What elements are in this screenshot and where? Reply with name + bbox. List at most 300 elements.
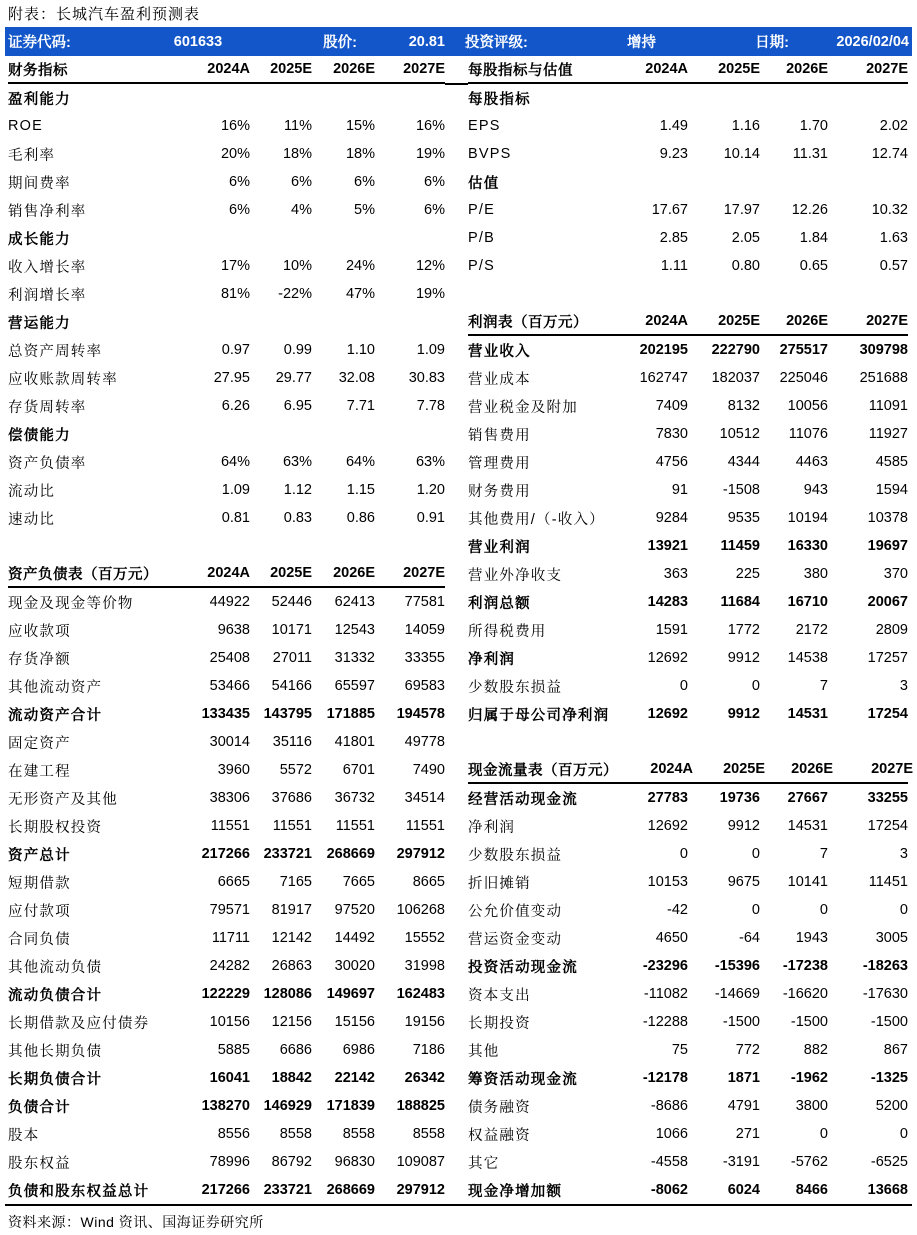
row-label: 长期投资: [468, 1015, 531, 1032]
table-row: [8, 616, 445, 644]
row-label: 其他流动资产: [8, 679, 103, 696]
table-header-row: [468, 308, 908, 336]
value-cell: 12.74: [871, 146, 908, 162]
spacer-row: [468, 280, 908, 308]
value-cell: 217266: [201, 1182, 250, 1198]
year-header: 2025E: [718, 61, 760, 77]
row-label: 股东权益: [8, 1155, 71, 1172]
value-cell: 69583: [404, 678, 445, 694]
value-cell: 81%: [220, 286, 250, 302]
table-row: [468, 924, 908, 952]
value-cell: 8665: [412, 874, 445, 890]
table-row: [8, 756, 445, 784]
value-cell: 0: [819, 1126, 828, 1142]
value-cell: 24%: [345, 258, 375, 274]
value-cell: 143795: [263, 706, 312, 722]
value-cell: 27011: [272, 650, 312, 666]
table-row: [468, 420, 908, 448]
value-cell: 4756: [655, 454, 688, 470]
value-cell: 9535: [727, 510, 760, 526]
value-cell: 4463: [795, 454, 828, 470]
value-cell: 6%: [424, 174, 445, 190]
value-cell: 4%: [291, 202, 312, 218]
value-cell: 19736: [719, 790, 760, 806]
value-cell: 18%: [282, 146, 312, 162]
value-cell: 29.77: [275, 370, 312, 386]
value-cell: 0: [899, 902, 908, 918]
value-cell: 1.63: [879, 230, 908, 246]
table-row: [468, 896, 908, 924]
year-header: 2024A: [650, 761, 693, 777]
value-cell: 11551: [405, 818, 445, 834]
value-cell: 0.81: [221, 510, 250, 526]
value-cell: 16%: [415, 118, 445, 134]
row-label: 利润表（百万元）: [468, 314, 588, 331]
value-cell: 19%: [415, 146, 445, 162]
year-header: 2026E: [791, 761, 833, 777]
value-cell: 3: [899, 846, 908, 862]
table-header-row: [468, 756, 913, 784]
year-header: 2024A: [207, 565, 250, 581]
value-cell: 182037: [711, 370, 760, 386]
value-cell: 27783: [647, 790, 688, 806]
table-header-row: [468, 56, 908, 84]
year-header: 2026E: [786, 61, 828, 77]
spacer-row: [468, 728, 908, 756]
row-label: 筹资活动现金流: [468, 1071, 578, 1088]
value-cell: 7165: [279, 874, 312, 890]
value-cell: -23296: [642, 958, 688, 974]
value-cell: 7490: [412, 762, 445, 778]
row-label: 营业利润: [468, 539, 531, 556]
table-row: [8, 812, 445, 840]
value-cell: 162747: [639, 370, 688, 386]
value-cell: 171839: [326, 1098, 375, 1114]
value-cell: 11551: [272, 818, 312, 834]
value-cell: 1.10: [346, 342, 375, 358]
row-label: 权益融资: [468, 1127, 531, 1144]
price-label: 股价:: [323, 35, 357, 51]
total-row: [468, 952, 908, 980]
table-row: [8, 952, 445, 980]
value-cell: 1871: [727, 1070, 760, 1086]
row-label: 负债合计: [8, 1099, 71, 1116]
pershare-income-cashflow-table: [468, 56, 913, 1204]
row-label: 盈利能力: [8, 91, 71, 108]
value-cell: 380: [803, 566, 828, 582]
value-cell: -8062: [650, 1182, 688, 1198]
value-cell: 5572: [279, 762, 312, 778]
row-label: 流动资产合计: [8, 707, 103, 724]
value-cell: 12%: [415, 258, 445, 274]
value-cell: -6525: [870, 1154, 908, 1170]
table-row: [468, 364, 908, 392]
row-label: 股本: [8, 1127, 40, 1144]
row-label: 其他费用/（-收入）: [468, 511, 605, 528]
table-row: [468, 840, 908, 868]
value-cell: 2.05: [731, 230, 760, 246]
value-cell: 1.11: [660, 258, 688, 274]
value-cell: 17.67: [651, 202, 688, 218]
row-label: 经营活动现金流: [468, 791, 578, 808]
value-cell: 6%: [229, 202, 250, 218]
row-label: 现金净增加额: [468, 1183, 563, 1200]
value-cell: 15%: [345, 118, 375, 134]
total-row: [8, 980, 445, 1008]
row-label: 估值: [468, 175, 500, 192]
row-label: 长期借款及应付债券: [8, 1015, 150, 1032]
value-cell: -17238: [782, 958, 828, 974]
value-cell: 25408: [209, 650, 250, 666]
value-cell: 19697: [867, 538, 908, 554]
value-cell: 1.15: [346, 482, 375, 498]
value-cell: 6.26: [221, 398, 250, 414]
value-cell: 4650: [655, 930, 688, 946]
header-rule-segment: [445, 56, 468, 85]
row-label: 净利润: [468, 819, 516, 836]
value-cell: 12.26: [791, 202, 828, 218]
value-cell: 16330: [787, 538, 828, 554]
value-cell: 1.49: [659, 118, 688, 134]
table-row: [468, 112, 908, 140]
value-cell: 10378: [867, 510, 908, 526]
stock-code-label: 证券代码:: [8, 35, 71, 51]
row-label: P/E: [468, 202, 495, 218]
value-cell: 10156: [209, 1014, 250, 1030]
value-cell: 2809: [875, 622, 908, 638]
value-cell: -1962: [790, 1070, 828, 1086]
value-cell: 18842: [271, 1070, 312, 1086]
row-label: 销售费用: [468, 427, 531, 444]
value-cell: 9675: [727, 874, 760, 890]
row-label: 合同负债: [8, 931, 71, 948]
value-cell: -1500: [790, 1014, 828, 1030]
value-cell: 14531: [787, 706, 828, 722]
row-label: 无形资产及其他: [8, 791, 118, 808]
table-row: [8, 168, 445, 196]
total-row: [8, 1092, 445, 1120]
year-header: 2025E: [270, 565, 312, 581]
value-cell: 91: [671, 482, 688, 498]
row-label: 流动负债合计: [8, 987, 103, 1004]
table-row: [8, 196, 445, 224]
value-cell: 10194: [787, 510, 828, 526]
value-cell: 7830: [655, 426, 688, 442]
year-header: 2025E: [270, 61, 312, 77]
table-row: [468, 812, 908, 840]
value-cell: 15552: [404, 930, 445, 946]
value-cell: 10141: [787, 874, 828, 890]
year-header: 2026E: [333, 565, 375, 581]
value-cell: 14059: [404, 622, 445, 638]
value-cell: 171885: [326, 706, 375, 722]
value-cell: 11711: [211, 930, 250, 946]
table-row: [468, 980, 908, 1008]
value-cell: 6%: [424, 202, 445, 218]
value-cell: 35116: [272, 734, 312, 750]
year-header: 2024A: [207, 61, 250, 77]
value-cell: 96830: [334, 1154, 375, 1170]
value-cell: 2.02: [879, 118, 908, 134]
value-cell: 222790: [711, 342, 760, 358]
value-cell: 17257: [867, 650, 908, 666]
year-header: 2026E: [333, 61, 375, 77]
value-cell: 14531: [787, 818, 828, 834]
value-cell: 772: [735, 1042, 760, 1058]
total-row: [468, 784, 908, 812]
section-row: [468, 84, 908, 112]
row-label: 期间费率: [8, 175, 71, 192]
table-row: [8, 392, 445, 420]
value-cell: 6024: [727, 1182, 760, 1198]
row-label: 速动比: [8, 511, 56, 528]
row-label: 净利润: [468, 651, 516, 668]
value-cell: 233721: [263, 846, 312, 862]
value-cell: 27667: [787, 790, 828, 806]
value-cell: 2172: [795, 622, 828, 638]
page-title: 附表：长城汽车盈利预测表: [8, 6, 201, 23]
value-cell: 7.71: [346, 398, 375, 414]
value-cell: 33355: [404, 650, 445, 666]
value-cell: 363: [663, 566, 688, 582]
value-cell: 30020: [334, 958, 375, 974]
value-cell: 9638: [217, 622, 250, 638]
row-label: 公允价值变动: [468, 903, 563, 920]
value-cell: 26863: [271, 958, 312, 974]
value-cell: 8558: [279, 1126, 312, 1142]
row-label: EPS: [468, 118, 501, 134]
row-label: 所得税费用: [468, 623, 547, 640]
value-cell: 122229: [201, 986, 250, 1002]
row-label: 归属于母公司净利润: [468, 707, 610, 724]
value-cell: -3191: [722, 1154, 760, 1170]
stock-code-value: 601633: [173, 33, 223, 50]
info-bar-right: [445, 31, 912, 52]
info-bar-left: [5, 31, 445, 52]
row-label: 现金流量表（百万元）: [468, 762, 618, 779]
value-cell: 22142: [334, 1070, 375, 1086]
value-cell: -11082: [643, 986, 688, 1002]
value-cell: 6665: [217, 874, 250, 890]
row-label: 投资活动现金流: [468, 959, 578, 976]
value-cell: 1066: [655, 1126, 688, 1142]
value-cell: 10%: [282, 258, 312, 274]
value-cell: 12543: [334, 622, 375, 638]
row-label: 短期借款: [8, 875, 71, 892]
row-label: 营业税金及附加: [468, 399, 578, 416]
table-row: [468, 476, 908, 504]
total-row: [468, 700, 908, 728]
row-label: 财务指标: [8, 62, 68, 79]
value-cell: 6986: [342, 1042, 375, 1058]
value-cell: 19%: [415, 286, 445, 302]
row-label: 应付款项: [8, 903, 71, 920]
value-cell: 12156: [271, 1014, 312, 1030]
row-label: 偿债能力: [8, 427, 71, 444]
table-row: [8, 1036, 445, 1064]
row-label: 营业成本: [468, 371, 531, 388]
value-cell: 11551: [335, 818, 375, 834]
value-cell: 8132: [727, 398, 760, 414]
value-cell: 16710: [787, 594, 828, 610]
table-row: [8, 728, 445, 756]
value-cell: 1.84: [799, 230, 828, 246]
value-cell: 52446: [271, 594, 312, 610]
spacer-row: [8, 532, 445, 560]
table-row: [468, 1008, 908, 1036]
value-cell: 9912: [727, 706, 760, 722]
value-cell: -14669: [714, 986, 760, 1002]
value-cell: 86792: [271, 1154, 312, 1170]
value-cell: -15396: [714, 958, 760, 974]
value-cell: 3: [899, 678, 908, 694]
value-cell: 11927: [868, 426, 908, 442]
value-cell: 11076: [788, 426, 828, 442]
value-cell: 30014: [209, 734, 250, 750]
value-cell: 75: [671, 1042, 688, 1058]
value-cell: 1.20: [416, 482, 445, 498]
value-cell: 202195: [639, 342, 688, 358]
value-cell: 32.08: [338, 370, 375, 386]
spacer-column: [445, 56, 468, 1204]
value-cell: 19156: [404, 1014, 445, 1030]
value-cell: -64: [739, 930, 760, 946]
value-cell: 4791: [727, 1098, 760, 1114]
row-label: 财务费用: [468, 483, 531, 500]
value-cell: 268669: [326, 846, 375, 862]
value-cell: 128086: [263, 986, 312, 1002]
total-row: [8, 700, 445, 728]
value-cell: 0.80: [731, 258, 760, 274]
value-cell: 6%: [291, 174, 312, 190]
row-label: 营业收入: [468, 343, 531, 360]
value-cell: 5885: [217, 1042, 250, 1058]
value-cell: 11451: [868, 874, 908, 890]
value-cell: 867: [883, 1042, 908, 1058]
value-cell: 149697: [326, 986, 375, 1002]
value-cell: 0.91: [416, 510, 445, 526]
value-cell: -16620: [782, 986, 828, 1002]
section-row: [8, 84, 445, 112]
date-value: 2026/02/04: [836, 33, 909, 50]
value-cell: 37686: [271, 790, 312, 806]
value-cell: 1.09: [221, 482, 250, 498]
value-cell: 7.78: [416, 398, 445, 414]
value-cell: 8466: [795, 1182, 828, 1198]
table-row: [8, 644, 445, 672]
value-cell: 225: [735, 566, 760, 582]
value-cell: 162483: [396, 986, 445, 1002]
value-cell: 14283: [647, 594, 688, 610]
total-row: [8, 840, 445, 868]
year-header: 2024A: [645, 313, 688, 329]
row-label: 其他流动负债: [8, 959, 103, 976]
value-cell: 10.32: [871, 202, 908, 218]
table-row: [8, 504, 445, 532]
value-cell: 65597: [334, 678, 375, 694]
value-cell: 0: [819, 902, 828, 918]
value-cell: 5%: [354, 202, 375, 218]
row-label: 少数股东损益: [468, 679, 563, 696]
row-label: 毛利率: [8, 147, 56, 164]
value-cell: 0.57: [879, 258, 908, 274]
total-row: [468, 588, 908, 616]
value-cell: 20%: [220, 146, 250, 162]
table-row: [8, 476, 445, 504]
row-label: 利润总额: [468, 595, 531, 612]
row-label: 资产负债率: [8, 455, 87, 472]
value-cell: 12692: [647, 706, 688, 722]
row-label: 长期股权投资: [8, 819, 103, 836]
table-row: [8, 1008, 445, 1036]
value-cell: 30.83: [408, 370, 445, 386]
table-columns: [0, 56, 917, 1204]
row-label: 营业外净收支: [468, 567, 563, 584]
row-label: 其他: [468, 1043, 500, 1060]
value-cell: 0: [679, 678, 688, 694]
value-cell: 9.23: [659, 146, 688, 162]
value-cell: 297912: [396, 846, 445, 862]
section-row: [8, 224, 445, 252]
value-cell: 12142: [271, 930, 312, 946]
table-row: [8, 448, 445, 476]
value-cell: 63%: [415, 454, 445, 470]
value-cell: 194578: [396, 706, 445, 722]
value-cell: 27.95: [213, 370, 250, 386]
year-header: 2026E: [786, 313, 828, 329]
value-cell: 12692: [647, 650, 688, 666]
value-cell: 14492: [334, 930, 375, 946]
value-cell: 0: [751, 678, 760, 694]
value-cell: -42: [667, 902, 688, 918]
value-cell: 10171: [271, 622, 312, 638]
value-cell: 36732: [334, 790, 375, 806]
row-label: 应收账款周转率: [8, 371, 118, 388]
financial-and-balance-sheet-table: [8, 56, 445, 1204]
table-row: [8, 896, 445, 924]
value-cell: 10512: [719, 426, 760, 442]
value-cell: 97520: [334, 902, 375, 918]
row-label: 存货净额: [8, 651, 71, 668]
value-cell: 31998: [404, 958, 445, 974]
value-cell: 7: [819, 846, 828, 862]
value-cell: 188825: [396, 1098, 445, 1114]
value-cell: 370: [883, 566, 908, 582]
value-cell: 7186: [412, 1042, 445, 1058]
table-row: [468, 504, 908, 532]
row-label: 负债和股东权益总计: [8, 1183, 150, 1200]
value-cell: 0.97: [221, 342, 250, 358]
value-cell: 17254: [867, 818, 908, 834]
price-value: 20.81: [408, 33, 445, 50]
value-cell: 3960: [217, 762, 250, 778]
value-cell: -1325: [870, 1070, 908, 1086]
table-header-row: [8, 560, 445, 588]
table-row: [468, 1120, 908, 1148]
row-label: 应收款项: [8, 623, 71, 640]
value-cell: 297912: [396, 1182, 445, 1198]
row-label: BVPS: [468, 146, 512, 162]
total-row: [468, 532, 908, 560]
value-cell: 268669: [326, 1182, 375, 1198]
row-label: 每股指标: [468, 91, 531, 108]
value-cell: 6686: [279, 1042, 312, 1058]
value-cell: 11%: [284, 118, 312, 134]
value-cell: -12288: [642, 1014, 688, 1030]
value-cell: 0: [899, 1126, 908, 1142]
row-label: 少数股东损益: [468, 847, 563, 864]
table-row: [468, 224, 908, 252]
